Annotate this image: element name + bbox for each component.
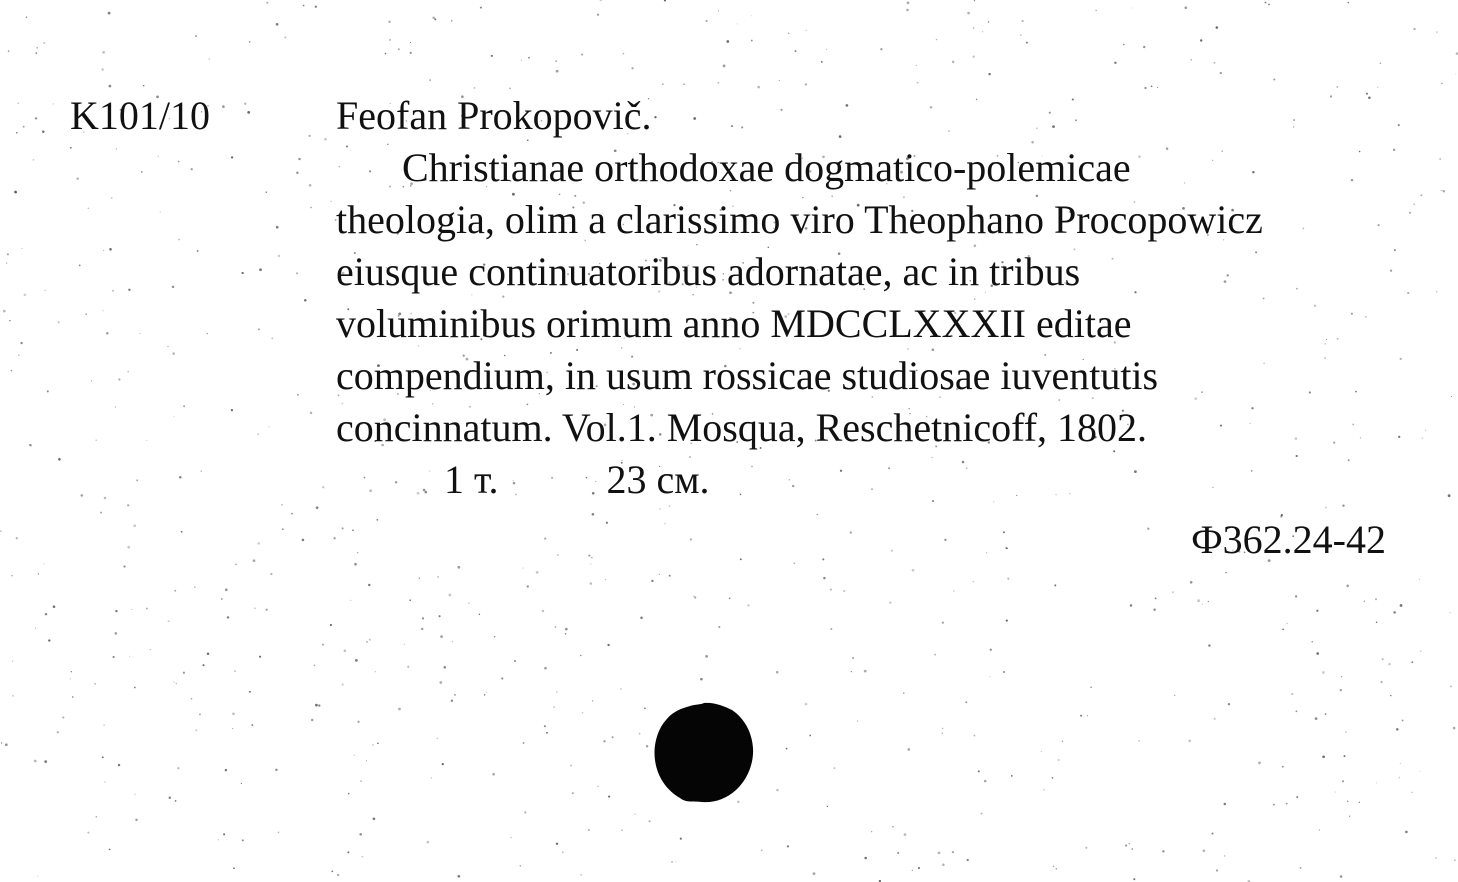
author-heading: Feofan Prokopovič. [336,93,652,138]
volume-count: 1 т. [444,457,499,502]
shelfmark: K101/10 [70,93,210,138]
title-line: compendium, in usum rossicae studiosae iuventutis [336,353,1159,398]
title-line: Christianae orthodoxae dogmatico-polemicae [402,145,1131,190]
classification-number: Ф362.24-42 [1191,517,1386,562]
punch-hole [654,700,754,804]
title-line: concinnatum. Vol.1. Mosqua, Reschetnicoff, 1802. [336,405,1148,450]
collation [336,454,1416,506]
title-line: theologia, olim a clarissimo viro Theophano Procopowicz [336,197,1263,242]
book-size: 23 см. [606,457,710,502]
bibliographic-entry [336,90,1416,506]
title-line: voluminibus orimum anno MDCCLXXXII editae [336,301,1132,346]
title-line: eiusque continuatoribus adornatae, ac in tribus [336,249,1081,294]
